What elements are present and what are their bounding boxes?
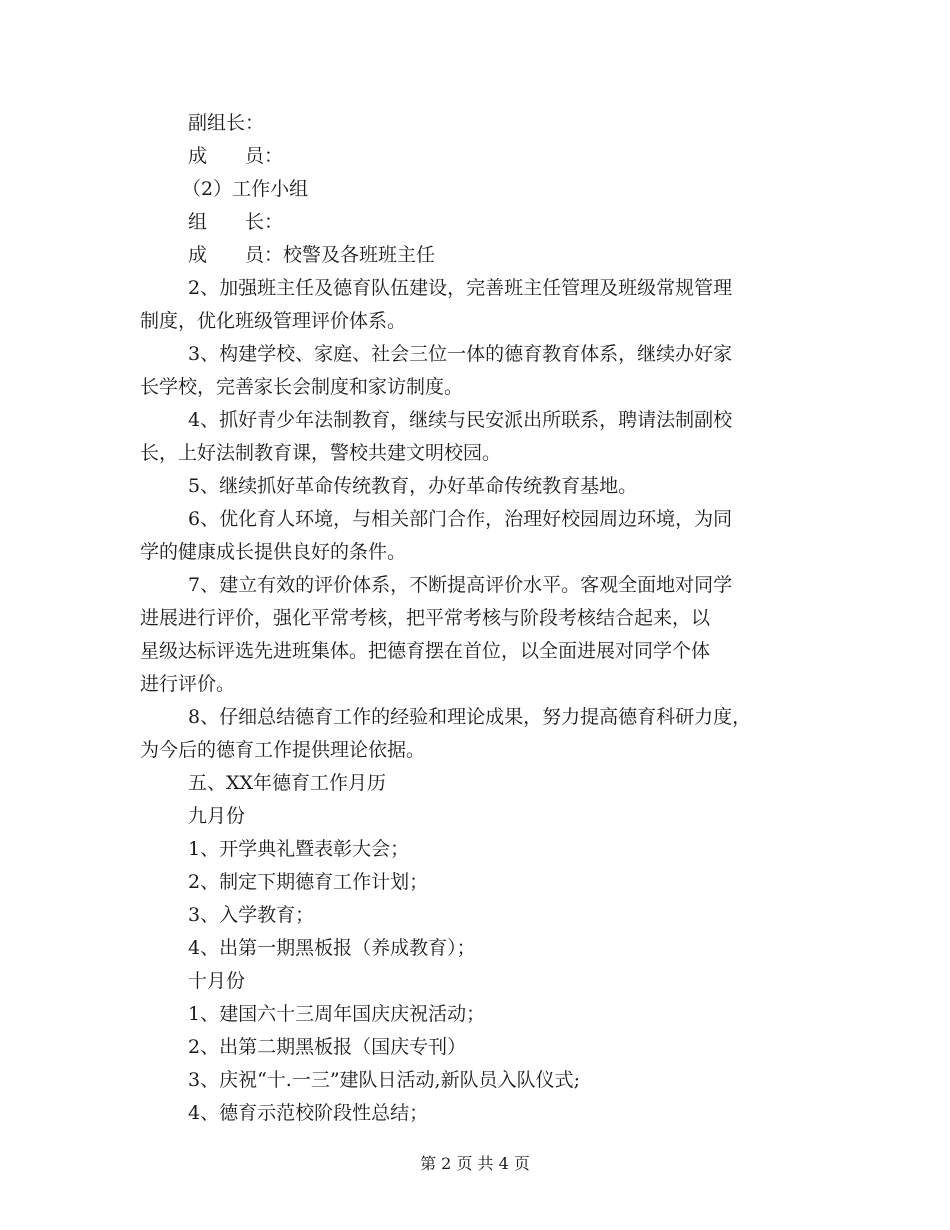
list-item: 2、制定下期德育工作计划； [188,871,429,893]
month-heading: 九月份 [188,805,246,827]
paragraph-line: 进行评价。 [140,673,236,695]
paragraph-line: 进展进行评价，强化平常考核，把平常考核与阶段考核结合起来，以 [140,607,711,629]
paragraph-line: 制度，优化班级管理评价体系。 [140,310,407,332]
list-item: 3、入学教育； [188,904,315,926]
section-heading: 五、XX年德育工作月历 [188,772,387,794]
paragraph-line: 8、仔细总结德育工作的经验和理论成果，努力提高德育科研力度， [188,706,752,728]
paragraph-line: 4、抓好青少年法制教育，继续与民安派出所联系，聘请法制副校 [188,409,733,431]
month-heading: 十月份 [188,970,246,992]
text-line: 成 员： [188,145,284,167]
paragraph-line: 学的健康成长提供良好的条件。 [140,541,407,563]
paragraph-line: 星级达标评选先进班集体。把德育摆在首位，以全面进展对同学个体 [140,640,711,662]
section-heading: （2）工作小组 [182,178,309,200]
page-footer: 第 2 页 共 4 页 [420,1154,530,1173]
paragraph-line: 长学校，完善家长会制度和家访制度。 [140,376,464,398]
text-line: 成 员：校警及各班班主任 [188,244,436,266]
paragraph-line: 为今后的德育工作提供理论依据。 [140,739,426,761]
paragraph-line: 5、继续抓好革命传统教育，办好革命传统教育基地。 [188,475,638,497]
paragraph-line: 2、加强班主任及德育队伍建设，完善班主任管理及班级常规管理 [188,277,733,299]
list-item: 4、德育示范校阶段性总结； [188,1102,429,1124]
list-item: 4、出第一期黑板报（养成教育）； [188,937,476,959]
paragraph-line: 6、优化育人环境，与相关部门合作，治理好校园周边环境，为同 [188,508,733,530]
text-line: 副组长： [188,112,265,134]
list-item: 3、庆祝“十.一三”建队日活动,新队员入队仪式; [188,1069,580,1091]
text-line: 组 长： [188,211,284,233]
list-item: 1、开学典礼暨表彰大会； [188,838,410,860]
paragraph-line: 7、建立有效的评价体系，不断提高评价水平。客观全面地对同学 [188,574,733,596]
paragraph-line: 长，上好法制教育课，警校共建文明校园。 [140,442,502,464]
list-item: 1、建国六十三周年国庆庆祝活动； [188,1003,486,1025]
list-item: 2、出第二期黑板报（国庆专刊） [188,1036,467,1058]
paragraph-line: 3、构建学校、家庭、社会三位一体的德育教育体系，继续办好家 [188,343,733,365]
